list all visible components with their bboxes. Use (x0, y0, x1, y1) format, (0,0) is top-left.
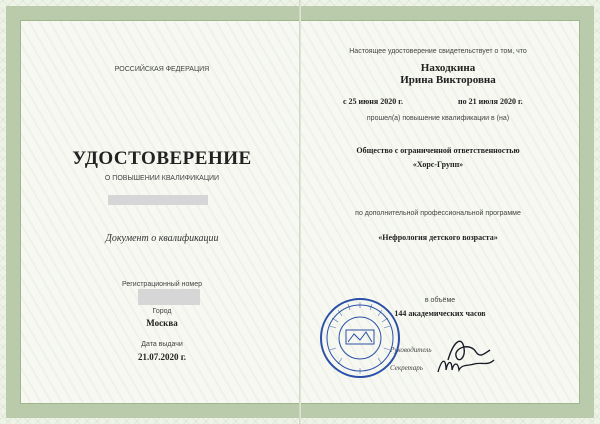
redacted-registration-number (138, 289, 200, 305)
head-label: Руководитель (390, 346, 432, 354)
organization-line1: Общество с ограниченной ответственностью (356, 146, 520, 155)
period-from: с 25 июня 2020 г. (343, 97, 403, 106)
city-value: Москва (146, 318, 178, 328)
secretary-label: Секретарь (390, 364, 423, 372)
volume-label: в объёме (424, 297, 456, 304)
redacted-serial (108, 195, 208, 205)
registration-label: Регистрационный номер (122, 281, 202, 288)
issue-date-label: Дата выдачи (141, 341, 183, 348)
organization-seal (318, 296, 402, 380)
city-label: Город (152, 308, 172, 315)
holder-surname: Находкина (420, 62, 476, 74)
passed-text: прошел(а) повышение квалификации в (на) (366, 115, 510, 122)
certificate-subtitle: О ПОВЫШЕНИИ КВАЛИФИКАЦИИ (104, 175, 220, 182)
issue-date-value: 21.07.2020 г. (137, 352, 187, 362)
secretary-signature (432, 352, 498, 382)
organization-line2: «Хорс-Групп» (412, 160, 464, 169)
document-type-label: Документ о квалификации (105, 233, 219, 244)
center-fold (299, 0, 301, 424)
volume-value: 144 академических часов (394, 309, 486, 318)
country-label: РОССИЙСКАЯ ФЕДЕРАЦИЯ (114, 66, 210, 73)
program-name: «Нефрология детского возраста» (378, 233, 498, 242)
program-intro: по дополнительной профессиональной программе (355, 210, 521, 217)
certifies-text: Настоящее удостоверение свидетельствует о том, что (349, 48, 527, 55)
holder-name: Ирина Викторовна (400, 74, 496, 86)
certificate-title: УДОСТОВЕРЕНИЕ (72, 148, 252, 169)
period-to: по 21 июля 2020 г. (458, 97, 523, 106)
